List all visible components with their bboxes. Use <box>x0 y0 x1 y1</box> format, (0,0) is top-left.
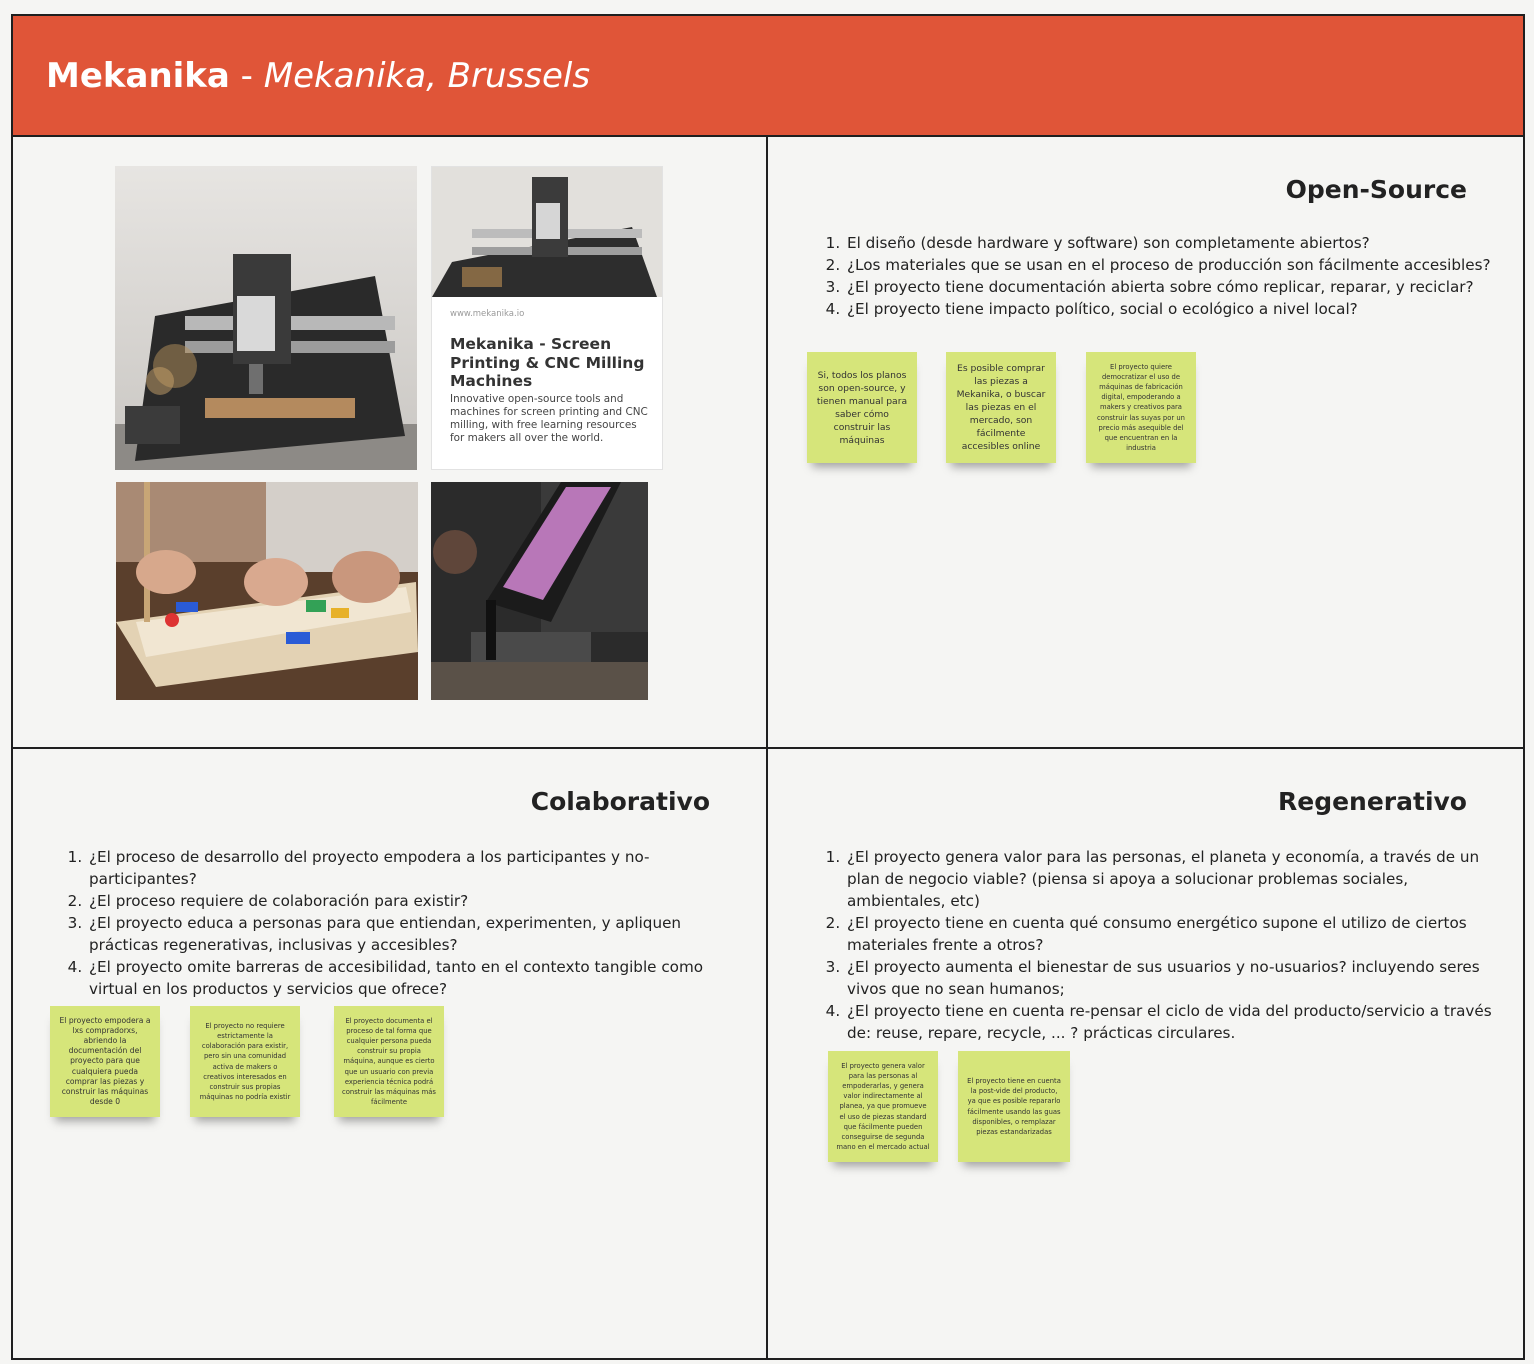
card-cnc-thumbnail <box>432 167 663 297</box>
sticky-note-text: El proyecto genera valor para las personas al empoderarlas, y genera valor indirectamente al planea, ya que promueve el uso de piezas standard que fácilmente pueden conseguirse de segunda mano en el mercado actual <box>836 1062 930 1151</box>
sticky-note[interactable] <box>334 1006 444 1117</box>
title-separator: - <box>229 56 264 96</box>
workshop-board-photo[interactable] <box>116 482 418 700</box>
sticky-note-text: El proyecto no requiere estrictamente la colaboración para existir, pero sin una comunidad activa de makers o creativos interesados en construir sus propias máquinas no podría existir <box>199 1022 291 1101</box>
sticky-note-text: Si, todos los planos son open-source, y tienen manual para saber cómo construir las máquinas <box>816 369 908 446</box>
board-title <box>46 56 590 96</box>
sticky-note-text: El proyecto tiene en cuenta la post-vide del producto, ya que es posible repararlo fácilmente usando las guas disponibles, o remplazar piezas estandarizadas <box>967 1077 1061 1136</box>
question-item: 4. ¿El proyecto tiene en cuenta re-pensar el ciclo de vida del producto/servicio a través de: reuse, repare, recycle, ... ? prácticas circulares. <box>845 1000 1510 1044</box>
cnc-machine-photo[interactable] <box>115 166 417 470</box>
regenerativo-title: Regenerativo <box>1277 787 1467 816</box>
question-item: 4. ¿El proyecto tiene impacto político, social o ecológico a nivel local? <box>845 298 1505 320</box>
sticky-note[interactable] <box>946 352 1056 463</box>
question-item: 2. ¿El proceso requiere de colaboración para existir? <box>87 890 747 912</box>
question-item: 1. ¿El proceso de desarrollo del proyecto empodera a los participantes y no-participantes? <box>87 846 747 890</box>
regenerativo-questions <box>819 846 1510 1044</box>
question-item: 1. ¿El proyecto genera valor para las personas, el planeta y economía, a través de un plan de negocio viable? (piensa si apoya a solucionar problemas sociales, ambientales, etc) <box>845 846 1510 912</box>
sticky-note[interactable] <box>807 352 917 463</box>
question-item: 4. ¿El proyecto omite barreras de accesibilidad, tanto en el contexto tangible como virtual en los productos y servicios que ofrece? <box>87 956 747 1000</box>
link-preview-card[interactable] <box>431 166 663 470</box>
question-item: 1. El diseño (desde hardware y software) son completamente abiertos? <box>845 232 1505 254</box>
colaborativo-title: Colaborativo <box>530 787 710 816</box>
sticky-note-text: El proyecto empodera a lxs compradorxs, abriendo la documentación del proyecto para que cualquiera pueda comprar las piezas y construir las máquinas desde 0 <box>59 1015 151 1107</box>
sticky-note[interactable] <box>958 1051 1070 1162</box>
sticky-note[interactable] <box>50 1006 160 1117</box>
sticky-note-text: El proyecto documenta el proceso de tal forma que cualquier persona pueda construir su propia máquina, aunque es cierto que un usuario con previa experiencia técnica podrá construir las máquinas más fácilmente <box>342 1017 436 1106</box>
question-item: 2. ¿El proyecto tiene en cuenta qué consumo energético supone el utilizo de ciertos materiales frente a otros? <box>845 912 1510 956</box>
card-description: Innovative open-source tools and machines for screen printing and CNC milling, with free learning resources for makers all over the world. <box>450 393 648 444</box>
open-source-title: Open-Source <box>1285 175 1467 204</box>
question-item: 3. ¿El proyecto tiene documentación abierta sobre cómo replicar, reparar, y reciclar? <box>845 276 1505 298</box>
card-title[interactable]: Mekanika - Screen Printing & CNC Milling Machines <box>450 335 645 390</box>
sticky-note-text: Es posible comprar las piezas a Mekanika, o buscar las piezas en el mercado, son fácilmente accesibles online <box>956 363 1046 452</box>
project-name: Mekanika <box>46 56 230 96</box>
card-url[interactable]: www.mekanika.io <box>450 309 525 319</box>
project-location: Mekanika, Brussels <box>263 56 591 96</box>
question-item: 3. ¿El proyecto aumenta el bienestar de sus usuarios y no-usuarios? incluyendo seres vivos que no sean humanos; <box>845 956 1510 1000</box>
question-item: 2. ¿Los materiales que se usan en el proceso de producción son fácilmente accesibles? <box>845 254 1505 276</box>
open-source-questions <box>819 232 1505 320</box>
sticky-note[interactable] <box>828 1051 938 1162</box>
colaborativo-questions <box>61 846 747 1000</box>
sticky-note[interactable] <box>1086 352 1196 463</box>
sticky-note[interactable] <box>190 1006 300 1117</box>
sticky-note-text: El proyecto quiere democratizar el uso de máquinas de fabricación digital, empoderando a makers y creativos para construir las suyas por un precio más asequible del que encuentran en la industria <box>1097 363 1185 452</box>
screen-printing-photo[interactable] <box>431 482 648 700</box>
horizontal-divider <box>11 747 1525 749</box>
question-item: 3. ¿El proyecto educa a personas para que entiendan, experimenten, y apliquen prácticas regenerativas, inclusivas y accesibles? <box>87 912 747 956</box>
board-header <box>11 14 1525 137</box>
